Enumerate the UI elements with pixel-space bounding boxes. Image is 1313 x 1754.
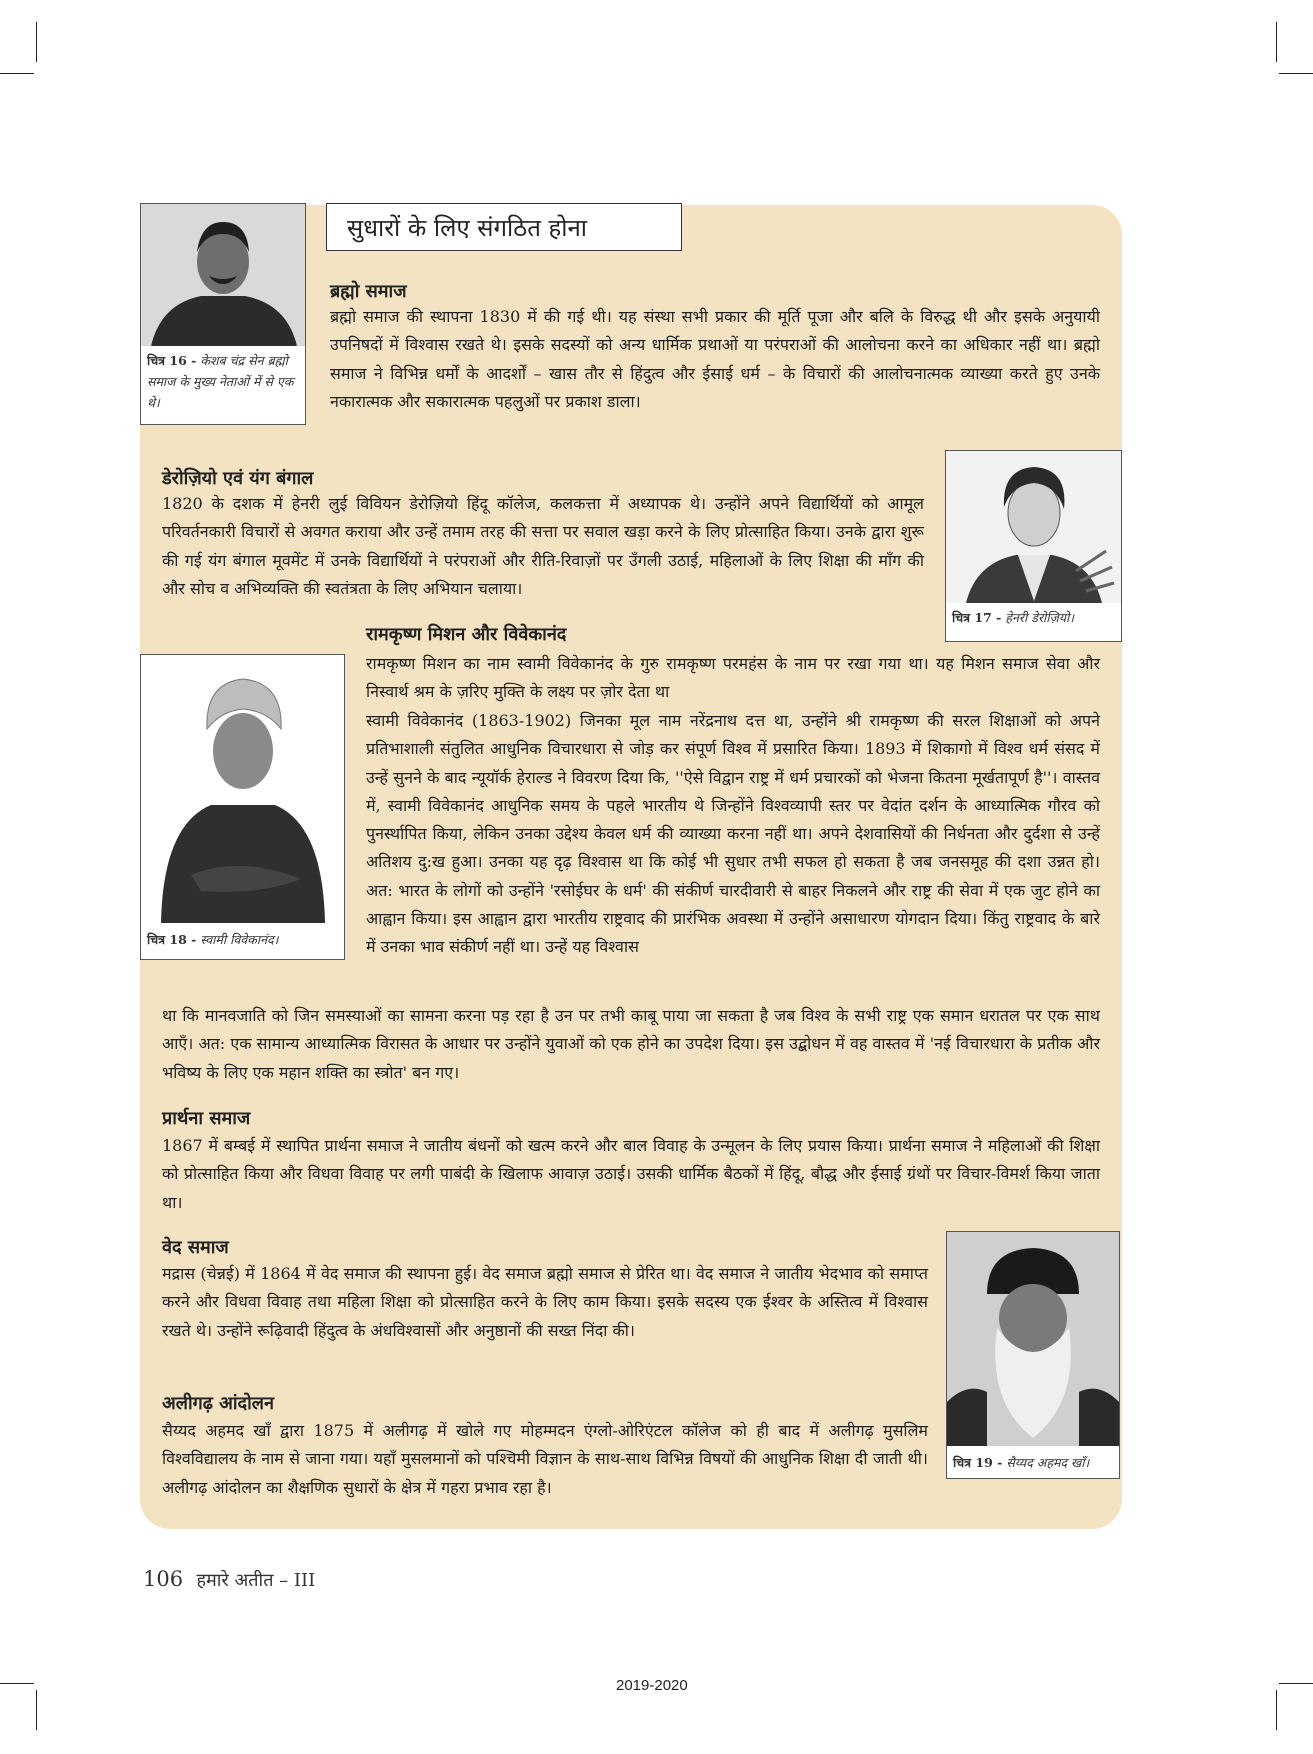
brahmo-samaj-heading: ब्रह्मो समाज (330, 281, 407, 302)
figure-17-text: हेनरी डेरोज़ियो। (1005, 610, 1075, 625)
derozio-text: 1820 के दशक में हेनरी लुई विवियन डेरोज़ियो हिंदू कॉलेज, कलकत्ता में अध्यापक थे। उन्होंने अपने विद्यार्थियों को आमूल परिवर्तनकारी विचारों से अवगत कराया और उन्हें तमाम तरह की सत्ता पर सवाल खड़ा करने के लिए प्रोत्साहित किया। उनके द्वारा शुरू की गई यंग बंगाल मूवमेंट में उनके विद्यार्थियों ने परंपराओं और रीति-रिवाज़ों पर उँगली उठाई, महिलाओं के लिए शिक्षा की माँग की और सोच व अभिव्यक्ति की स्वतंत्रता के लिए अभियान चलाया। (162, 494, 924, 598)
crop-mark (0, 1683, 34, 1684)
figure-19-label: चित्र 19 - (953, 1455, 1003, 1470)
crop-mark (1279, 1683, 1313, 1684)
crop-mark (0, 73, 34, 74)
figure-16 (140, 203, 306, 425)
figure-16-caption (141, 350, 305, 413)
figure-18 (140, 654, 345, 960)
figure-16-text: केशब चंद्र सेन ब्रह्मो समाज के मुख्य नेताओं में से एक थे। (147, 353, 294, 410)
derozio-heading: डेरोज़ियो एवं यंग बंगाल (162, 468, 314, 489)
figure-19-text: सैय्यद अहमद खाँ। (1006, 1455, 1090, 1470)
page-footer (143, 1567, 315, 1592)
aligarh-movement-heading: अलीगढ़ आंदोलन (162, 1393, 274, 1414)
crop-mark (36, 22, 37, 62)
figure-19 (946, 1231, 1120, 1479)
figure-19-caption (947, 1452, 1119, 1473)
crop-mark (1276, 22, 1277, 62)
section-title: सुधारों के लिए संगठित होना (326, 203, 682, 251)
figure-17-caption (946, 607, 1121, 628)
page-number: 106 (143, 1567, 184, 1591)
veda-samaj-text: मद्रास (चेन्नई) में 1864 में वेद समाज की स्थापना हुई। वेद समाज ब्रह्मो समाज से प्रेरित था। वेद समाज ने जातीय भेदभाव को समाप्त करने और विधवा विवाह तथा महिला शिक्षा को प्रोत्साहित करने के लिए काम किया। इसके सदस्य एक ईश्वर के अस्तित्व में विश्वास रखते थे। उन्होंने रूढ़िवादी हिंदुत्व के अंधविश्वासों और अनुष्ठानों की सख्त निंदा की। (162, 1264, 928, 1340)
crop-mark (1276, 1690, 1277, 1730)
prarthana-samaj-heading: प्रार्थना समाज (162, 1108, 251, 1129)
portrait-swami-vivekananda (141, 655, 344, 923)
edition-year: 2019-2020 (616, 1677, 688, 1694)
crop-mark (1279, 73, 1313, 74)
veda-samaj-heading: वेद समाज (162, 1237, 229, 1258)
book-title: हमारे अतीत – III (196, 1570, 316, 1591)
portrait-henry-derozio (946, 451, 1121, 603)
figure-18-text: स्वामी विवेकानंद। (200, 932, 279, 947)
ramakrishna-mission-heading: रामकृष्ण मिशन और विवेकानंद (366, 624, 567, 645)
aligarh-movement-text: सैय्यद अहमद खाँ द्वारा 1875 में अलीगढ़ में खोले गए मोहम्मदन एंग्लो-ओरिएंटल कॉलेज को ही बाद में अलीगढ़ मुसलिम विश्वविद्यालय के नाम से जाना गया। यहाँ मुसलमानों को पश्चिमी विज्ञान के साथ-साथ विभिन्न विषयों की आधुनिक शिक्षा दी जाती थी। अलीगढ़ आंदोलन का शैक्षणिक सुधारों के क्षेत्र में गहरा प्रभाव रहा है। (162, 1421, 928, 1497)
ramakrishna-mission-text-1: रामकृष्ण मिशन का नाम स्वामी विवेकानंद के गुरु रामकृष्ण परमहंस के नाम पर रखा गया था। यह मिशन समाज सेवा और निस्वार्थ श्रम के ज़रिए मुक्ति के लक्ष्य पर ज़ोर देता था (366, 654, 1100, 702)
figure-18-label: चित्र 18 - (147, 932, 197, 947)
prarthana-samaj-text: 1867 में बम्बई में स्थापित प्रार्थना समाज ने जातीय बंधनों को खत्म करने और बाल विवाह के उन्मूलन के लिए प्रयास किया। प्रार्थना समाज ने महिलाओं की शिक्षा को प्रोत्साहित किया और विधवा विवाह पर लगी पाबंदी के खिलाफ आवाज़ उठाई। उसकी धार्मिक बैठकों में हिंदू, बौद्ध और ईसाई ग्रंथों पर विचार-विमर्श किया जाता था। (162, 1136, 1100, 1212)
crop-mark (36, 1690, 37, 1730)
figure-17 (945, 450, 1122, 642)
portrait-keshab-chandra-sen (141, 204, 305, 346)
portrait-syed-ahmed-khan (947, 1232, 1119, 1446)
vivekananda-text: स्वामी विवेकानंद (1863-1902) जिनका मूल नाम नरेंद्रनाथ दत्त था, उन्होंने श्री रामकृष्ण की सरल शिक्षाओं को अपने प्रतिभाशाली संतुलित आधुनिक विचारधारा से जोड़ कर संपूर्ण विश्व में प्रसारित किया। 1893 में शिकागो में विश्व धर्म संसद में उन्हें सुनने के बाद न्यूयॉर्क हेराल्ड ने विवरण दिया कि, ''ऐसे विद्वान राष्ट्र में धर्म प्रचारकों को भेजना कितना मूर्खतापूर्ण है''। वास्तव में, स्वामी विवेकानंद आधुनिक समय के पहले भारतीय थे जिन्होंने विश्वव्यापी स्तर पर वेदांत दर्शन के आध्यात्मिक गौरव को पुनर्स्थापित किया, लेकिन उनका उद्देश्य केवल धर्म की व्याख्या करना नहीं था। अपने देशवासियों की निर्धनता और दुर्दशा से उन्हें अतिशय दु:ख हुआ। उनका यह दृढ़ विश्वास था कि कोई भी सुधार तभी सफल हो सकता है जब जनसमूह की दशा उन्नत हो। अत: भारत के लोगों को उन्होंने 'रसोईघर के धर्म' की संकीर्ण चारदीवारी से बाहर निकलने और राष्ट्र की सेवा में एक जुट होने का आह्वान किया। इस आह्वान द्वारा भारतीय राष्ट्रवाद की प्रारंभिक अवस्था में उन्होंने असाधारण योगदान दिया। किंतु राष्ट्रवाद के बारे में उनका भाव संकीर्ण नहीं था। उन्हें यह विश्वास (366, 711, 1100, 957)
figure-18-caption (141, 929, 344, 950)
vivekananda-text-continued: था कि मानवजाति को जिन समस्याओं का सामना करना पड़ रहा है उन पर तभी काबू पाया जा सकता है जब विश्व के सभी राष्ट्र एक समान धरातल पर एक साथ आएँ। अत: एक सामान्य आध्यात्मिक विरासत के आधार पर उन्होंने युवाओं को एक होने का उपदेश दिया। इस उद्बोधन में वह वास्तव में 'नई विचारधारा के प्रतीक और भविष्य के लिए एक महान शक्ति का स्त्रोत' बन गए। (162, 1006, 1100, 1082)
figure-16-label: चित्र 16 - (147, 353, 197, 368)
figure-17-label: चित्र 17 - (952, 610, 1002, 625)
brahmo-samaj-text: ब्रह्मो समाज की स्थापना 1830 में की गई थी। यह संस्था सभी प्रकार की मूर्ति पूजा और बलि के विरुद्ध थी और इसके अनुयायी उपनिषदों में विश्वास रखते थे। इसके सदस्यों को अन्य धार्मिक प्रथाओं या परंपराओं की आलोचना करने का अधिकार नहीं था। ब्रह्मो समाज ने विभिन्न धर्मों के आदर्शों – खास तौर से हिंदुत्व और ईसाई धर्म – के विचारों की आलोचनात्मक व्याख्या करते हुए उनके नकारात्मक और सकारात्मक पहलुओं पर प्रकाश डाला। (330, 307, 1100, 411)
